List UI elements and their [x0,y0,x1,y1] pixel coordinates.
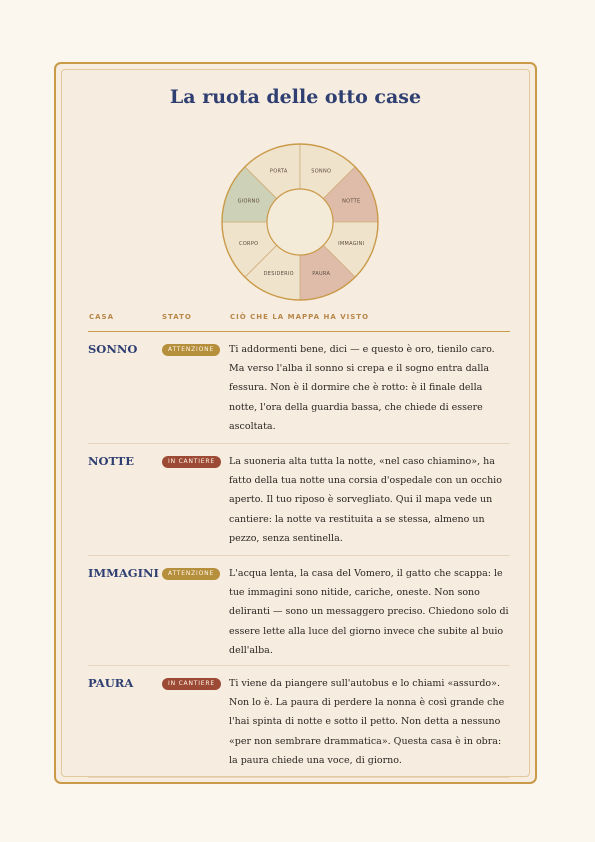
status-badge: ATTENZIONE [162,568,220,580]
status-badge: IN CANTIERE [162,456,221,468]
wheel-label-sonno: SONNO [311,168,332,175]
wheel-label-giorno: GIORNO [237,198,260,205]
wheel-label-porta: PORTA [269,168,288,175]
row-divider [88,777,510,778]
status-badge: IN CANTIERE [162,678,221,690]
wheel-label-paura: PAURA [312,271,331,278]
houses-wheel [220,142,380,302]
wheel-label-immagini: IMMAGINI [338,241,365,248]
case-name: PAURA [88,676,134,690]
case-name: IMMAGINI [88,566,159,580]
wheel-label-notte: NOTTE [342,198,361,205]
table-row-notte [88,444,510,556]
table-header [56,313,535,331]
row-description: Ti viene da piangere sull'autobus e lo chiami «assurdo». Non lo è. La paura di perdere la nonna è così grande che l'hai spinta di notte e sotto il petto. Non detta a nessuno «per non sembrare drammatica». Questa casa è in obra: la paura chiede una voce, di giorno. [229,678,505,766]
table-row-paura [88,666,510,778]
wheel-label-desiderio: DESIDERIO [263,271,294,278]
wheel-label-corpo: CORPO [239,241,259,248]
case-name: SONNO [88,342,138,356]
wheel-hub [267,189,333,255]
row-description: La suoneria alta tutta la notte, «nel caso chiamino», ha fatto della tua notte una corsia d'ospedale con un occhio aperto. Il tuo riposo è sorvegliato. Qui il mapa vede un cantiere: la notte va restituita a se stessa, almeno un pezzo, senza sentinella. [229,456,502,544]
column-visto: CIÒ CHE LA MAPPA HA VISTO [230,313,370,321]
page-title: La ruota delle otto case [169,86,422,108]
column-casa: CASA [89,313,115,321]
table-row-immagini [88,556,510,666]
column-stato: STATO [162,313,192,321]
row-description: Ti addormenti bene, dici — e questo è oro, tienilo caro. Ma verso l'alba il sonno si crepa e il sogno entra dalla fessura. Non è il dormire che è rotto: è il finale della notte, l'ora della guardia bassa, che chiede di essere ascoltata. [229,344,495,432]
table-row-sonno [88,332,510,444]
status-badge: ATTENZIONE [162,344,220,356]
wheel-card [54,62,537,784]
case-name: NOTTE [88,454,134,468]
row-description: L'acqua lenta, la casa del Vomero, il gatto che scappa: le tue immagini sono nitide, cariche, oneste. Non sono deliranti — sono un messaggero preciso. Chiedono solo di essere lette alla luce del giorno invece che subite al buio dell'alba. [229,568,509,656]
